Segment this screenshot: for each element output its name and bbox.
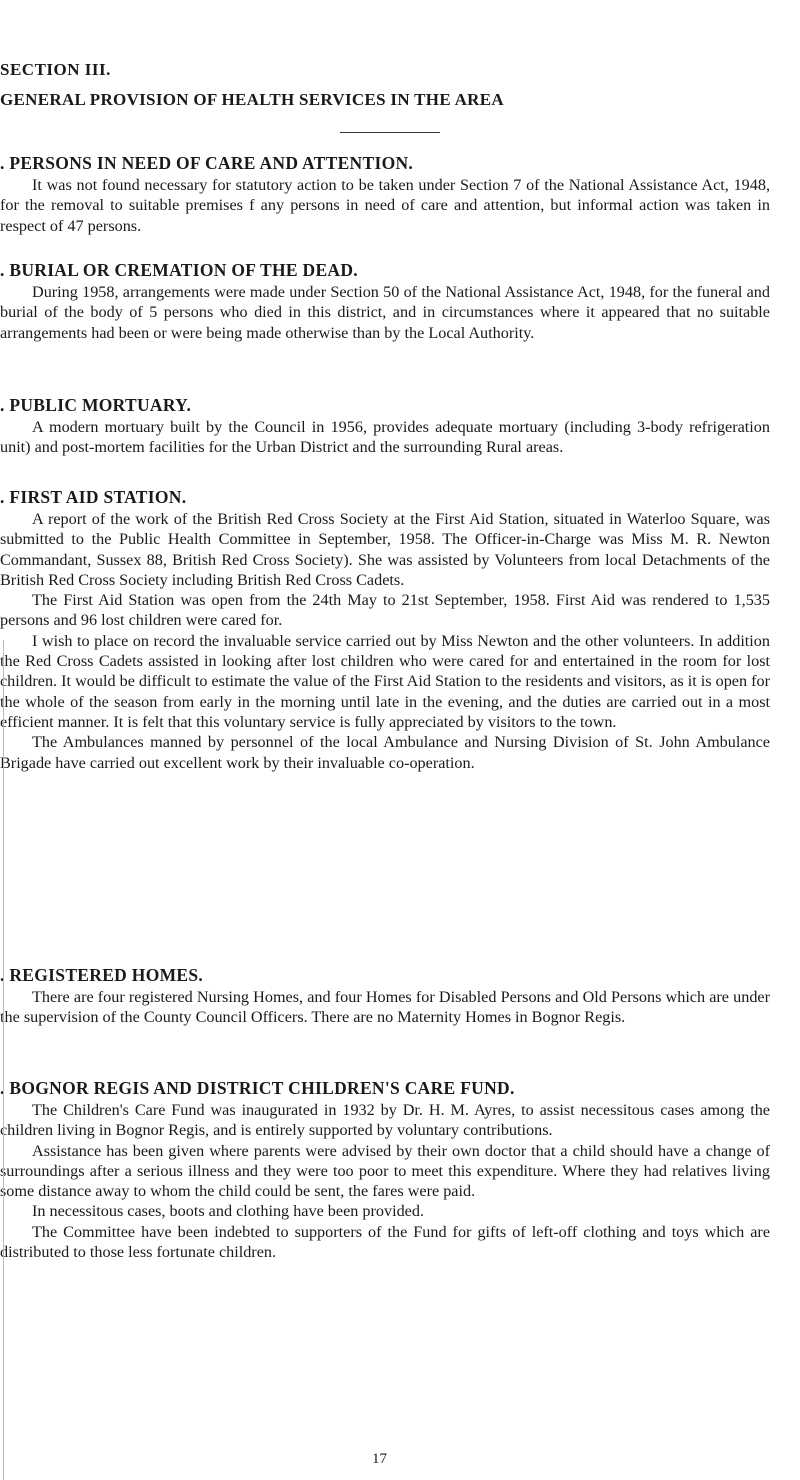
section-paragraph: During 1958, arrangements were made under Section 50 of the National Assistance Act, 1948, for the funeral and burial of the body of 5 persons who died in this district, and in circumstances where it appeared that no suitable arrangements had been or were being made otherwise than by the Local Authority. [0,283,770,342]
section-paragraph: A report of the work of the British Red Cross Society at the First Aid Station, situated in Waterloo Square, was submitted to the Public Health Committee in September, 1958. The Officer-in-Charge was Miss M. R. Newton Commandant, Sussex 88, British Red Cross Society). She was assisted by Volunteers from local Detachments of the British Red Cross Society including British Red Cross Cadets. [0,510,770,589]
section-heading: . BURIAL OR CREMATION OF THE DEAD. [0,260,358,280]
section-paragraph: There are four registered Nursing Homes, and four Homes for Disabled Persons and Old Persons which are under the supervision of the County Council Officers. There are no Maternity Homes in Bognor Regis. [0,988,770,1027]
section-paragraph: The Children's Care Fund was inaugurated in 1932 by Dr. H. M. Ayres, to assist necessitous cases among the children living in Bognor Regis, and is entirely supported by voluntary contributions. [0,1101,770,1140]
section-paragraph: The First Aid Station was open from the 24th May to 21st September, 1958. First Aid was rendered to 1,535 persons and 96 lost children were cared for. [0,591,770,630]
section-label: SECTION III. [0,60,111,79]
binding-edge [3,640,4,1480]
section-heading: . REGISTERED HOMES. [0,965,204,985]
page-number: 17 [372,1451,387,1467]
section-paragraph: A modern mortuary built by the Council in 1956, provides adequate mortuary (including 3-body refrigeration unit) and post-mortem facilities for the Urban District and the surrounding Rural areas. [0,418,770,457]
section-paragraph: It was not found necessary for statutory action to be taken under Section 7 of the National Assistance Act, 1948, for the removal to suitable premises f any persons in need of care and attention, but informal action was taken in respect of 47 persons. [0,176,770,235]
section-childrens-care-fund [0,1076,770,1262]
section-heading: . BOGNOR REGIS AND DISTRICT CHILDREN'S CARE FUND. [0,1078,515,1098]
section-first-aid-station [0,485,770,773]
section-paragraph: Assistance has been given where parents were advised by their own doctor that a child should have a change of surroundings after a serious illness and they were too poor to meet this expenditure. Where they had relatives living some distance away to whom the child could be sent, the fares were paid. [0,1141,770,1201]
section-persons-in-need [0,151,770,236]
section-registered-homes [0,963,770,1028]
section-paragraph: The Committee have been indebted to supporters of the Fund for gifts of left-off clothing and toys which are distributed to those less fortunate children. [0,1222,770,1262]
section-heading: . FIRST AID STATION. [0,487,187,507]
page-title: GENERAL PROVISION OF HEALTH SERVICES IN THE AREA [0,90,504,109]
section-burial-cremation [0,258,770,343]
section-public-mortuary [0,393,770,458]
section-paragraph: The Ambulances manned by personnel of the local Ambulance and Nursing Division of St. John Ambulance Brigade have carried out excellent work by their invaluable co-operation. [0,733,770,772]
section-paragraph: In necessitous cases, boots and clothing have been provided. [32,1202,424,1221]
section-heading: . PERSONS IN NEED OF CARE AND ATTENTION. [0,153,414,173]
section-paragraph: I wish to place on record the invaluable service carried out by Miss Newton and the other volunteers. In addition the Red Cross Cadets assisted in looking after lost children who were cared for and entertained in the room for lost children. It would be difficult to estimate the value of the First Aid Station to the residents and visitors, as it is open for the whole of the season from early in the morning until late in the evening, and the duties are carried out in a most efficient manner. It is felt that this voluntary service is fully appreciated by visitors to the town. [0,631,770,731]
section-heading: . PUBLIC MORTUARY. [0,395,192,415]
title-rule [340,132,440,133]
